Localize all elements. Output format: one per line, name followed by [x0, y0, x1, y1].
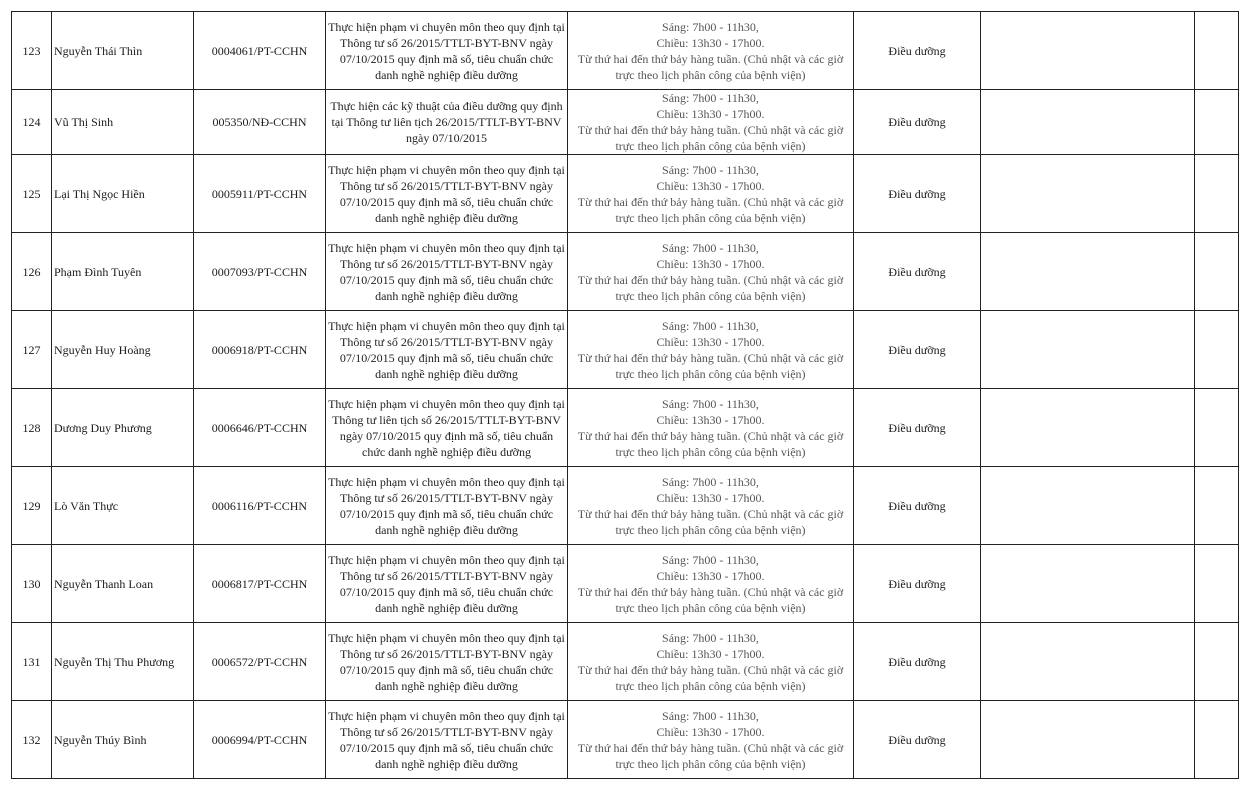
working-hours	[568, 623, 854, 701]
certificate-number: 0006572/PT-CCHN	[194, 623, 326, 701]
empty-cell	[981, 623, 1195, 701]
job-title: Điều dưỡng	[854, 155, 981, 233]
table-row	[12, 389, 1239, 467]
job-title: Điều dưỡng	[854, 545, 981, 623]
table-row	[12, 545, 1239, 623]
certificate-number: 005350/NĐ-CCHN	[194, 90, 326, 155]
afternoon-hours: Chiều: 13h30 - 17h00.	[656, 490, 765, 505]
weekly-schedule: Từ thứ hai đến thứ bảy hàng tuần. (Chủ nhật và các giờ trực theo lịch phân công của bệnh viện)	[577, 506, 844, 537]
morning-hours: Sáng: 7h00 - 11h30,	[662, 318, 759, 333]
staff-name: Nguyễn Thị Thu Phương	[52, 623, 194, 701]
weekly-schedule: Từ thứ hai đến thứ bảy hàng tuần. (Chủ nhật và các giờ trực theo lịch phân công của bệnh viện)	[577, 584, 844, 615]
table-row	[12, 233, 1239, 311]
certificate-number: 0006817/PT-CCHN	[194, 545, 326, 623]
morning-hours: Sáng: 7h00 - 11h30,	[662, 552, 759, 567]
staff-name: Phạm Đình Tuyên	[52, 233, 194, 311]
staff-name: Lại Thị Ngọc Hiền	[52, 155, 194, 233]
empty-cell	[1195, 90, 1239, 155]
morning-hours: Sáng: 7h00 - 11h30,	[662, 162, 759, 177]
table-row	[12, 12, 1239, 90]
afternoon-hours: Chiều: 13h30 - 17h00.	[656, 35, 765, 50]
afternoon-hours: Chiều: 13h30 - 17h00.	[656, 724, 765, 739]
staff-name: Dương Duy Phương	[52, 389, 194, 467]
practice-scope: Thực hiện các kỹ thuật của điều dưỡng quy định tại Thông tư liên tịch 26/2015/TTLT-BYT-BNV ngày 07/10/2015	[326, 90, 568, 155]
job-title: Điều dưỡng	[854, 12, 981, 90]
certificate-number: 0006994/PT-CCHN	[194, 701, 326, 779]
empty-cell	[981, 233, 1195, 311]
row-number: 126	[12, 233, 52, 311]
staff-name: Lò Văn Thực	[52, 467, 194, 545]
afternoon-hours: Chiều: 13h30 - 17h00.	[656, 107, 765, 121]
practice-scope: Thực hiện phạm vi chuyên môn theo quy định tại Thông tư số 26/2015/TTLT-BYT-BNV ngày 07/10/2015 quy định mã số, tiêu chuẩn chức danh nghề nghiệp điều dưỡng	[326, 155, 568, 233]
practice-scope: Thực hiện phạm vi chuyên môn theo quy định tại Thông tư số 26/2015/TTLT-BYT-BNV ngày 07/10/2015 quy định mã số, tiêu chuẩn chức danh nghề nghiệp điều dưỡng	[326, 545, 568, 623]
table-row	[12, 155, 1239, 233]
table-row	[12, 467, 1239, 545]
weekly-schedule: Từ thứ hai đến thứ bảy hàng tuần. (Chủ nhật và các giờ trực theo lịch phân công của bệnh viện)	[577, 194, 844, 225]
job-title: Điều dưỡng	[854, 389, 981, 467]
staff-table-body	[12, 12, 1239, 779]
staff-table	[11, 11, 1239, 779]
empty-cell	[981, 545, 1195, 623]
afternoon-hours: Chiều: 13h30 - 17h00.	[656, 568, 765, 583]
working-hours	[568, 311, 854, 389]
row-number: 127	[12, 311, 52, 389]
afternoon-hours: Chiều: 13h30 - 17h00.	[656, 412, 765, 427]
working-hours	[568, 545, 854, 623]
weekly-schedule: Từ thứ hai đến thứ bảy hàng tuần. (Chủ nhật và các giờ trực theo lịch phân công của bệnh viện)	[577, 428, 844, 459]
empty-cell	[981, 389, 1195, 467]
practice-scope: Thực hiện phạm vi chuyên môn theo quy định tại Thông tư liên tịch số 26/2015/TTLT-BYT-BNV ngày 07/10/2015 quy định mã số, tiêu chuẩn chức danh nghề nghiệp điều dưỡng	[326, 389, 568, 467]
job-title: Điều dưỡng	[854, 90, 981, 155]
practice-scope: Thực hiện phạm vi chuyên môn theo quy định tại Thông tư số 26/2015/TTLT-BYT-BNV ngày 07/10/2015 quy định mã số, tiêu chuẩn chức danh nghề nghiệp điều dưỡng	[326, 12, 568, 90]
staff-name: Nguyễn Thái Thìn	[52, 12, 194, 90]
afternoon-hours: Chiều: 13h30 - 17h00.	[656, 178, 765, 193]
certificate-number: 0006918/PT-CCHN	[194, 311, 326, 389]
working-hours	[568, 155, 854, 233]
practice-scope: Thực hiện phạm vi chuyên môn theo quy định tại Thông tư số 26/2015/TTLT-BYT-BNV ngày 07/10/2015 quy định mã số, tiêu chuẩn chức danh nghề nghiệp điều dưỡng	[326, 701, 568, 779]
row-number: 125	[12, 155, 52, 233]
empty-cell	[981, 90, 1195, 155]
practice-scope: Thực hiện phạm vi chuyên môn theo quy định tại Thông tư số 26/2015/TTLT-BYT-BNV ngày 07/10/2015 quy định mã số, tiêu chuẩn chức danh nghề nghiệp điều dưỡng	[326, 233, 568, 311]
staff-name: Vũ Thị Sinh	[52, 90, 194, 155]
weekly-schedule: Từ thứ hai đến thứ bảy hàng tuần. (Chủ nhật và các giờ trực theo lịch phân công của bệnh viện)	[577, 123, 844, 153]
row-number: 132	[12, 701, 52, 779]
certificate-number: 0007093/PT-CCHN	[194, 233, 326, 311]
empty-cell	[1195, 12, 1239, 90]
table-row	[12, 311, 1239, 389]
job-title: Điều dưỡng	[854, 701, 981, 779]
job-title: Điều dưỡng	[854, 467, 981, 545]
empty-cell	[1195, 311, 1239, 389]
row-number: 129	[12, 467, 52, 545]
staff-name: Nguyễn Thúy Bình	[52, 701, 194, 779]
job-title: Điều dưỡng	[854, 311, 981, 389]
row-number: 131	[12, 623, 52, 701]
empty-cell	[1195, 623, 1239, 701]
morning-hours: Sáng: 7h00 - 11h30,	[662, 91, 759, 105]
row-number: 123	[12, 12, 52, 90]
morning-hours: Sáng: 7h00 - 11h30,	[662, 240, 759, 255]
working-hours	[568, 233, 854, 311]
morning-hours: Sáng: 7h00 - 11h30,	[662, 19, 759, 34]
empty-cell	[1195, 701, 1239, 779]
weekly-schedule: Từ thứ hai đến thứ bảy hàng tuần. (Chủ nhật và các giờ trực theo lịch phân công của bệnh viện)	[577, 272, 844, 303]
empty-cell	[1195, 545, 1239, 623]
job-title: Điều dưỡng	[854, 623, 981, 701]
morning-hours: Sáng: 7h00 - 11h30,	[662, 474, 759, 489]
working-hours	[568, 389, 854, 467]
empty-cell	[981, 311, 1195, 389]
empty-cell	[981, 155, 1195, 233]
empty-cell	[1195, 467, 1239, 545]
row-number: 130	[12, 545, 52, 623]
practice-scope: Thực hiện phạm vi chuyên môn theo quy định tại Thông tư số 26/2015/TTLT-BYT-BNV ngày 07/10/2015 quy định mã số, tiêu chuẩn chức danh nghề nghiệp điều dưỡng	[326, 467, 568, 545]
morning-hours: Sáng: 7h00 - 11h30,	[662, 396, 759, 411]
working-hours	[568, 701, 854, 779]
empty-cell	[1195, 155, 1239, 233]
morning-hours: Sáng: 7h00 - 11h30,	[662, 630, 759, 645]
certificate-number: 0005911/PT-CCHN	[194, 155, 326, 233]
practice-scope: Thực hiện phạm vi chuyên môn theo quy định tại Thông tư số 26/2015/TTLT-BYT-BNV ngày 07/10/2015 quy định mã số, tiêu chuẩn chức danh nghề nghiệp điều dưỡng	[326, 311, 568, 389]
working-hours	[568, 467, 854, 545]
empty-cell	[981, 701, 1195, 779]
row-number: 128	[12, 389, 52, 467]
table-row	[12, 701, 1239, 779]
afternoon-hours: Chiều: 13h30 - 17h00.	[656, 256, 765, 271]
morning-hours: Sáng: 7h00 - 11h30,	[662, 708, 759, 723]
weekly-schedule: Từ thứ hai đến thứ bảy hàng tuần. (Chủ nhật và các giờ trực theo lịch phân công của bệnh viện)	[577, 350, 844, 381]
job-title: Điều dưỡng	[854, 233, 981, 311]
empty-cell	[1195, 389, 1239, 467]
certificate-number: 0004061/PT-CCHN	[194, 12, 326, 90]
empty-cell	[981, 12, 1195, 90]
weekly-schedule: Từ thứ hai đến thứ bảy hàng tuần. (Chủ nhật và các giờ trực theo lịch phân công của bệnh viện)	[577, 740, 844, 771]
staff-name: Nguyễn Huy Hoàng	[52, 311, 194, 389]
working-hours	[568, 12, 854, 90]
empty-cell	[981, 467, 1195, 545]
table-row	[12, 623, 1239, 701]
certificate-number: 0006646/PT-CCHN	[194, 389, 326, 467]
working-hours	[568, 90, 854, 155]
row-number: 124	[12, 90, 52, 155]
certificate-number: 0006116/PT-CCHN	[194, 467, 326, 545]
afternoon-hours: Chiều: 13h30 - 17h00.	[656, 334, 765, 349]
weekly-schedule: Từ thứ hai đến thứ bảy hàng tuần. (Chủ nhật và các giờ trực theo lịch phân công của bệnh viện)	[577, 51, 844, 82]
afternoon-hours: Chiều: 13h30 - 17h00.	[656, 646, 765, 661]
weekly-schedule: Từ thứ hai đến thứ bảy hàng tuần. (Chủ nhật và các giờ trực theo lịch phân công của bệnh viện)	[577, 662, 844, 693]
table-row	[12, 90, 1239, 155]
practice-scope: Thực hiện phạm vi chuyên môn theo quy định tại Thông tư số 26/2015/TTLT-BYT-BNV ngày 07/10/2015 quy định mã số, tiêu chuẩn chức danh nghề nghiệp điều dưỡng	[326, 623, 568, 701]
staff-name: Nguyễn Thanh Loan	[52, 545, 194, 623]
empty-cell	[1195, 233, 1239, 311]
